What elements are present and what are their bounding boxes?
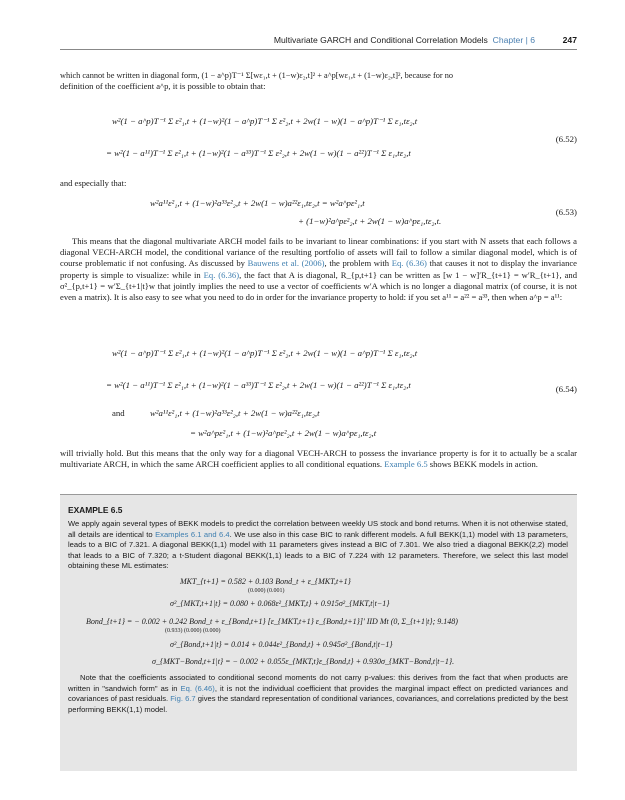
- example-box: [60, 494, 577, 771]
- especially-text: and especially that:: [60, 178, 127, 188]
- eq-6-54-number: (6.54): [555, 384, 577, 394]
- eq-6-53-line-1: w²a¹¹ε²₁,t + (1−w)²a³³ε²₂,t + 2w(1 − w)a²²ε₁,tε₂,t = w²a^pε²₁,t: [150, 198, 365, 208]
- eq-6-52-number: (6.52): [555, 134, 577, 144]
- page-number: 247: [562, 35, 577, 45]
- link-bauwens[interactable]: Bauwens et al. (2006): [247, 258, 325, 269]
- eq-mkt-se: (0.000) (0.001): [248, 588, 285, 594]
- eq-6-53-line-2: + (1−w)²a^pε²₂,t + 2w(1 − w)a^pε₁,tε₂,t.: [298, 216, 442, 226]
- note-text-b: , it is not the individual coefficient that provides the marginal impact effect on predicted variances and covariances of past residuals.: [68, 683, 568, 704]
- link-eq-6-36-b[interactable]: Eq. (6.36): [203, 269, 240, 280]
- link-eq-6-46[interactable]: Eq. (6.46): [180, 683, 215, 693]
- example-note: [68, 673, 568, 715]
- intro-text: [60, 70, 577, 92]
- example-text-a: We apply again several types of BEKK models to predict the correlation between weekly US stock and bond returns. When it is not otherwise stated, all details are identical to: [68, 519, 568, 539]
- para2-text-a: will trivially hold. But this means that the only way for a diagonal VECH-ARCH to possess the invariance property is for it to actually be a scalar multivariate ARCH, in which the same ARCH coefficient applies to all conditional equations.: [60, 448, 577, 470]
- eq-6-53-number: (6.53): [555, 207, 577, 217]
- eq-sigma-bond: σ²_{Bond,t+1|t} = 0.014 + 0.044ε²_{Bond,t} + 0.945σ²_{Bond,t|t−1}: [170, 640, 393, 649]
- note-text-a: Note that the coefficients associated to conditional second moments do not carry p-values: this derives from the fact that when products are written in "sandwich form" as in: [68, 673, 568, 693]
- eq-6-54-line-2: = w²(1 − a¹¹)T⁻¹ Σ ε²₁,t + (1−w)²(1 − a³³)T⁻¹ Σ ε²₂,t + 2w(1 − w)(1 − a²²)T⁻¹ Σ ε₁,tε₂,t: [106, 380, 411, 390]
- para1-text-b: , the problem with: [324, 258, 392, 269]
- example-text-b: . We use also in this case BIC to rank different models. A full BEKK(1,1) model with 13 parameters, leads to a BIC of 7.321. A diagonal BEKK(1,1) model with 11 parameters gives instead a BIC of 7.301. We also tried a diagonal BEKK(2,2) model that leads to a BIC of 7.320; a t-Student diagonal BEKK(1,1) leads to a BIC of 7.224 with 12 parameters. Therefore, we select this last model obtaining these ML estimates:: [68, 529, 568, 571]
- para1-text-a: This means that the diagonal multivariate ARCH model fails to be invariant to linear combinations: if you start with N assets that each follows a diagonal VECH-ARCH model, the conditional variance of the resulting portfolio of assets will fail to follow a similar diagonal model, which is of course problematic if not confusing. As discussed by: [60, 236, 577, 269]
- note-text-c: gives the standard representation of conditional variances, covariances, and correlations predicted by the best performing BEKK(1,1) model.: [68, 694, 568, 714]
- link-example-6-5[interactable]: Example 6.5: [384, 459, 428, 470]
- paragraph-invariance: [60, 236, 577, 303]
- paragraph-scalar-arch: [60, 448, 577, 470]
- link-fig-6-7[interactable]: Fig. 6.7: [170, 694, 196, 704]
- link-eq-6-36-a[interactable]: Eq. (6.36): [391, 258, 427, 269]
- header-rule: [60, 49, 577, 50]
- eq-6-54-line-1: w²(1 − a^p)T⁻¹ Σ ε²₁,t + (1−w)²(1 − a^p)T⁻¹ Σ ε²₂,t + 2w(1 − w)(1 − a^p)T⁻¹ Σ ε₁,tε₂,t: [112, 348, 418, 358]
- para2-text-b: shows BEKK models in action.: [427, 459, 538, 470]
- header-title: Multivariate GARCH and Conditional Correlation Models Chapter | 6: [273, 35, 535, 45]
- example-title: EXAMPLE 6.5: [68, 505, 123, 515]
- intro-line-2: definition of the coefficient a^p, it is possible to obtain that:: [60, 81, 266, 92]
- eq-6-52-line-1: w²(1 − a^p)T⁻¹ Σ ε²₁,t + (1−w)²(1 − a^p)T⁻¹ Σ ε²₂,t + 2w(1 − w)(1 − a^p)T⁻¹ Σ ε₁,tε₂,t: [112, 116, 418, 126]
- eq-mkt: MKT_{t+1} = 0.582 + 0.103 Bond_t + ε_{MKT,t+1}: [180, 577, 351, 586]
- eq-6-54-and: and: [112, 408, 125, 418]
- eq-sigma-mkt: σ²_{MKT,t+1|t} = 0.080 + 0.068ε²_{MKT,t} + 0.915σ²_{MKT,t|t−1}: [170, 599, 390, 608]
- intro-line-1: which cannot be written in diagonal form, (1 − a^p)T⁻¹ Σ[wε₁,t + (1−w)ε₂,t]² + a^p[wε₁,t + (1−w)ε₂,t]², because for no: [60, 71, 453, 80]
- header-chapter: Chapter | 6: [492, 35, 535, 45]
- eq-sigma-cov: σ_{MKT−Bond,t+1|t} = − 0.002 + 0.055ε_{MKT,t}ε_{Bond,t} + 0.930σ_{MKT−Bond,t|t−1}.: [152, 657, 455, 666]
- para1-text-c: that causes it not to display the invariance property is simple to visualize: while in: [60, 258, 577, 280]
- example-intro: [68, 519, 568, 572]
- eq-6-52-line-2: = w²(1 − a¹¹)T⁻¹ Σ ε²₁,t + (1−w)²(1 − a³³)T⁻¹ Σ ε²₂,t + 2w(1 − w)(1 − a²²)T⁻¹ Σ ε₁,tε₂,t: [106, 148, 411, 158]
- link-examples-6-1-6-4[interactable]: Examples 6.1 and 6.4: [155, 529, 230, 539]
- eq-bond: Bond_{t+1} = − 0.002 + 0.242 Bond_t + ε_{Bond,t+1} [ε_{MKT,t+1} ε_{Bond,t+1}]′ IID Mt (0, Σ_{t+1|t}; 9.148): [86, 617, 458, 626]
- para1-text-d: , the fact that A is diagonal, R_{p,t+1} can be written as [w 1 − w]′R_{t+1} = w′R_{t+1}, and σ²_{p,t+1} = w′Σ_{t+1|t}w that jointly implies the need to use a vector of coefficients w′A which is no longer a diagonal matrix (of course, it is not even a matrix). It is also easy to see what you need to do in order for the invariance property to hold: if you set a¹¹ = a²² = a³³, then when a^p = a¹¹:: [60, 269, 577, 303]
- eq-bond-se: (0.933) (0.000) (0.000): [165, 628, 221, 634]
- eq-6-54-line-3: w²a¹¹ε²₁,t + (1−w)²a³³ε²₂,t + 2w(1 − w)a²²ε₁,tε₂,t: [150, 408, 320, 418]
- eq-6-54-line-4: = w²a^pε²₁,t + (1−w)²a^pε²₂,t + 2w(1 − w)a^pε₁,tε₂,t: [190, 428, 377, 438]
